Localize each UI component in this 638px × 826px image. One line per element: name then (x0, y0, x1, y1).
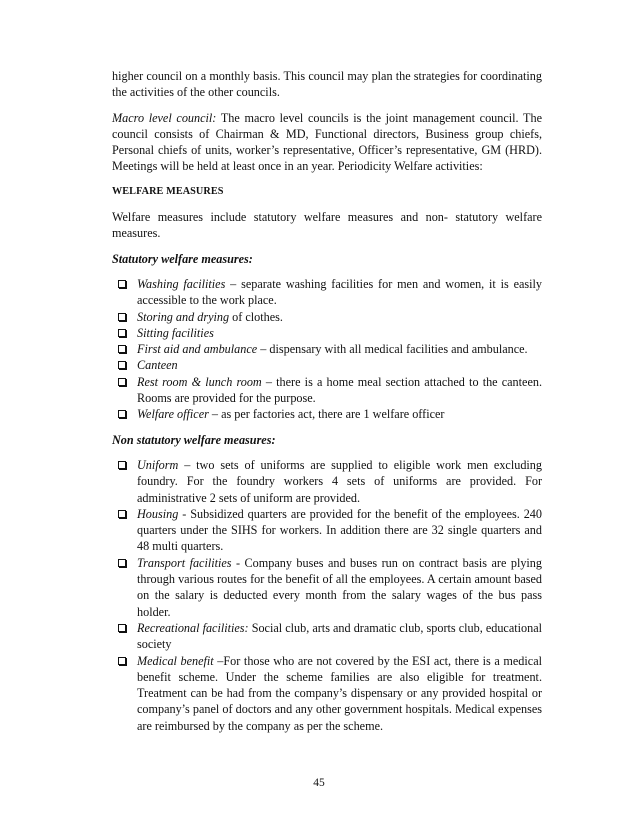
list-item (112, 276, 542, 309)
checkbox-bullet-icon (118, 624, 126, 632)
item-label: Uniform (137, 457, 179, 472)
welfare-measures-heading: WELFARE MEASURES (112, 185, 224, 197)
page-number: 45 (313, 777, 325, 789)
item-label: Rest room & lunch room (137, 374, 262, 389)
intro-paragraph: higher council on a monthly basis. This council may plan the strategies for coordinating the activities of the other councils. (112, 69, 542, 100)
item-label: Storing and drying (137, 309, 230, 324)
checkbox-bullet-icon (118, 345, 126, 353)
checkbox-bullet-icon (118, 657, 126, 665)
item-text: – dispensary with all medical facilities and ambulance. (257, 342, 528, 357)
item-label: Medical benefit (137, 653, 214, 668)
item-label: Transport facilities (137, 555, 232, 570)
checkbox-bullet-icon (118, 461, 126, 469)
checkbox-bullet-icon (118, 510, 126, 518)
non-statutory-heading: Non statutory welfare measures: (112, 432, 276, 447)
checkbox-bullet-icon (118, 329, 126, 337)
list-item (112, 620, 542, 653)
list-item (112, 457, 542, 506)
item-text: – there is a home meal section attached to the canteen. Rooms are provided for the purpose. (137, 374, 542, 406)
item-label: Sitting facilities (137, 325, 214, 340)
item-label: Welfare officer (137, 407, 209, 422)
item-text: – separate washing facilities for men and women, it is easily accessible to the work place. (137, 276, 543, 308)
item-label: Washing facilities (137, 276, 226, 291)
statutory-heading: Statutory welfare measures: (112, 251, 253, 266)
checkbox-bullet-icon (118, 559, 126, 567)
item-text: of clothes. (229, 309, 283, 324)
checkbox-bullet-icon (118, 410, 126, 418)
item-label: Canteen (137, 358, 178, 373)
macro-council-paragraph (112, 110, 542, 175)
list-item (112, 506, 542, 555)
list-item (112, 325, 542, 341)
statutory-list (112, 276, 542, 423)
list-item (112, 309, 542, 325)
checkbox-bullet-icon (118, 313, 126, 321)
checkbox-bullet-icon (118, 378, 126, 386)
macro-council-text: The macro level councils is the joint management council. The council consists of Chairman & MD, Functional directors, Business group chiefs, Personal chiefs of units, worker’s representative, Officer’s representative, GM (HRD). Meetings will be held at least once in an year. Periodicity Welfare activities: (112, 110, 542, 174)
item-text: – as per factories act, there are 1 welfare officer (208, 407, 445, 422)
non-statutory-list (112, 457, 542, 734)
list-item (112, 357, 542, 373)
item-label: Housing (137, 506, 179, 521)
list-item (112, 555, 542, 620)
list-item (112, 341, 542, 357)
item-label: First aid and ambulance (137, 342, 258, 357)
item-text: –For those who are not covered by the ESI act, there is a medical benefit scheme. Under the scheme families are also eligible for treatment. Treatment can be had from the company’s dispensary or any provided hospital or company’s panel of doctors and any other government hospitals. Medical expenses are reimbursed by the company as per the scheme. (137, 653, 542, 733)
item-label: Recreational facilities: (137, 620, 249, 635)
welfare-intro-paragraph: Welfare measures include statutory welfare measures and non- statutory welfare measures. (112, 210, 542, 241)
item-text: Social club, arts and dramatic club, sports club, educational society (137, 620, 542, 652)
page-content (112, 68, 542, 734)
list-item (112, 374, 542, 407)
item-text: – two sets of uniforms are supplied to eligible work men excluding foundry. For the foundry workers 4 sets of uniforms are provided. For administrative 2 sets of uniform are provided. (137, 457, 542, 505)
list-item (112, 653, 542, 734)
checkbox-bullet-icon (118, 361, 126, 369)
checkbox-bullet-icon (118, 280, 126, 288)
item-text: - Subsidized quarters are provided for the benefit of the employees. 240 quarters under the SIHS for workers. In addition there are 32 single quarters and 48 multi quarters. (137, 506, 542, 554)
macro-council-label: Macro level council: (112, 110, 217, 125)
list-item (112, 406, 542, 422)
item-text: - Company buses and buses run on contract basis are plying through various routes for the benefit of all the employees. A certain amount based on the salary is deducted every month from the salary wages of the bus pass holder. (137, 555, 542, 619)
